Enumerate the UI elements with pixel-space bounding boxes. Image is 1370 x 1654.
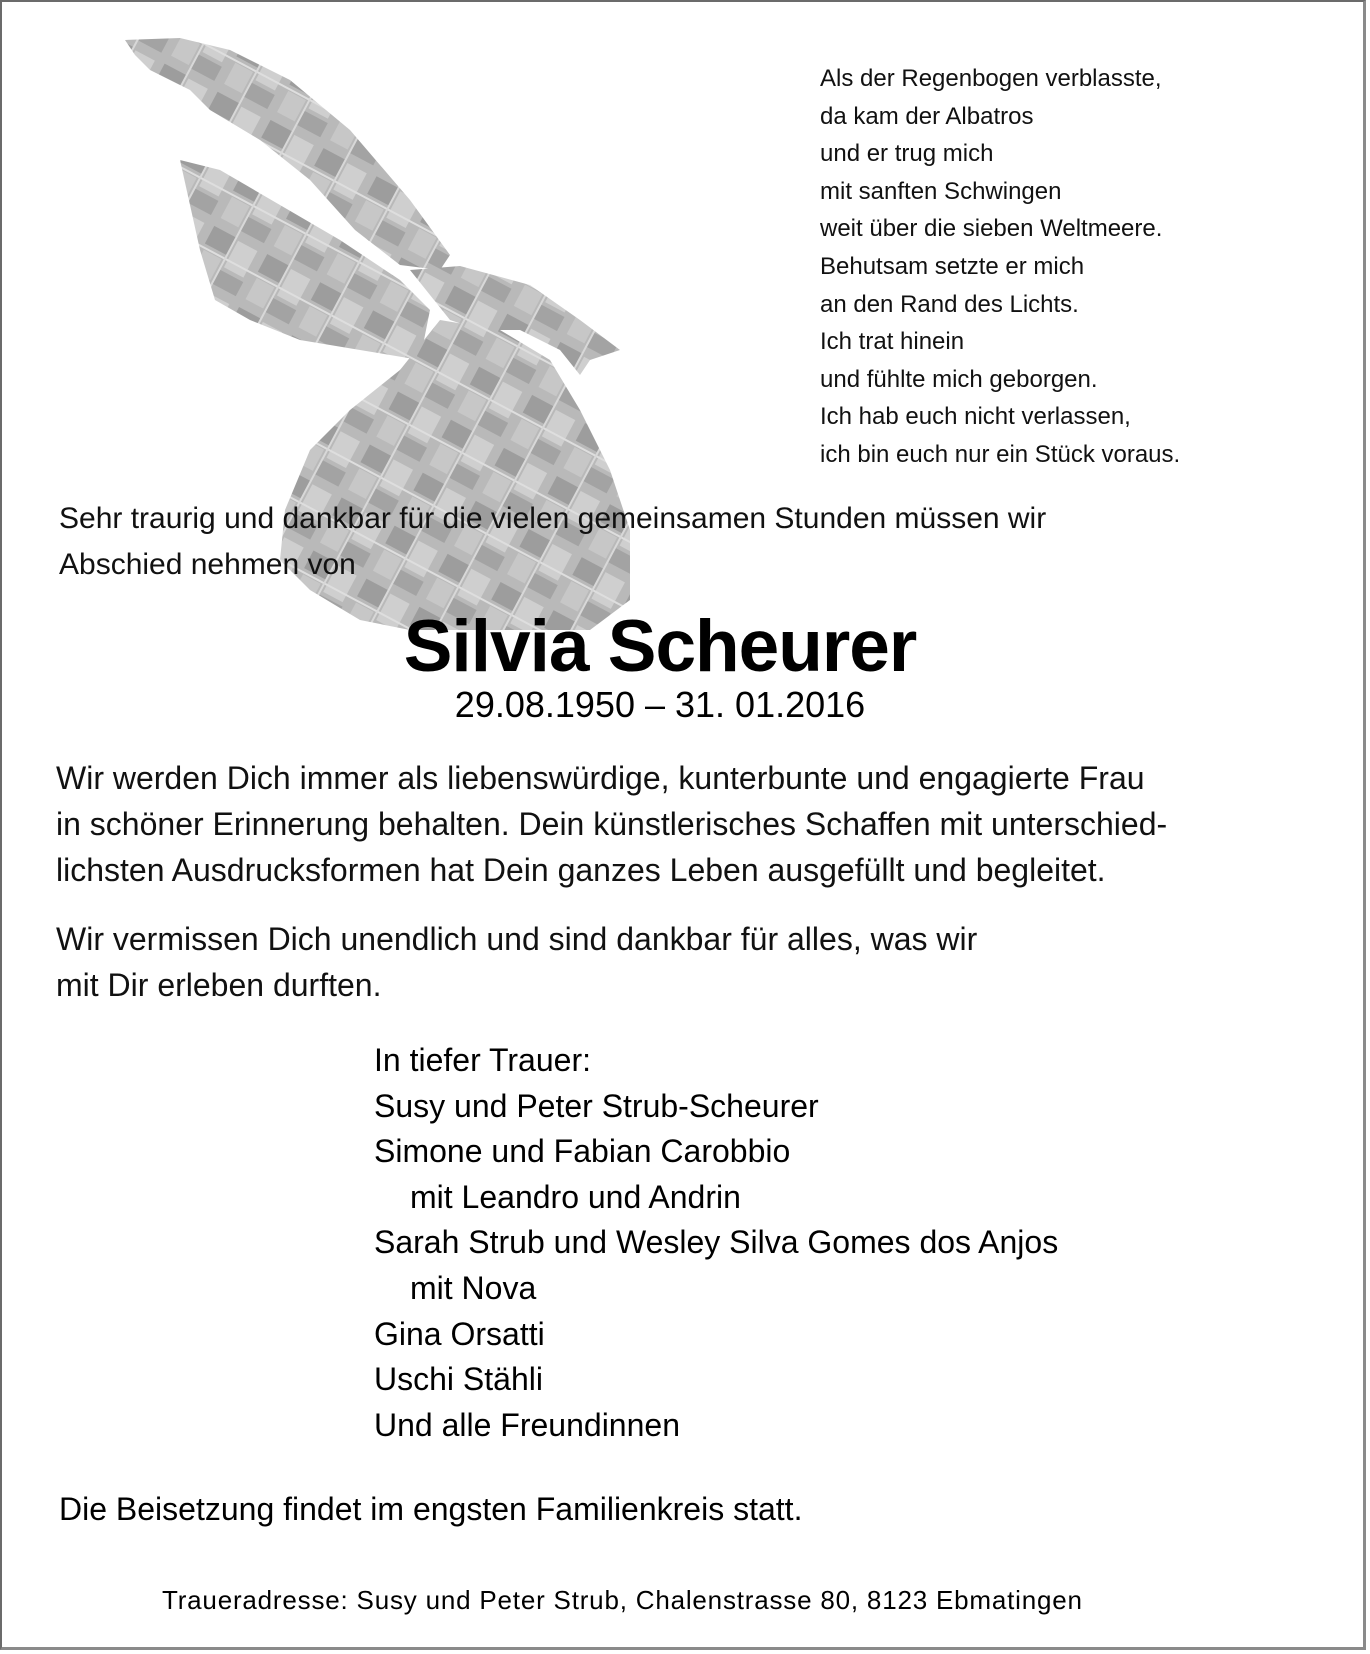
tribute-line: Wir werden Dich immer als liebenswürdige, kunterbunte und engagierte Frau xyxy=(56,760,1145,796)
intro-line: Sehr traurig und dankbar für die vielen gemeinsamen Stunden müssen wir xyxy=(59,502,1047,535)
intro-line: Abschied nehmen von xyxy=(59,548,356,581)
poem xyxy=(820,60,1180,474)
mourner-entry-children: mit Leandro und Andrin xyxy=(410,1178,741,1215)
poem-line: ich bin euch nur ein Stück voraus. xyxy=(820,440,1181,468)
tribute-line: lichsten Ausdrucksformen hat Dein ganzes Leben ausgefüllt und begleitet. xyxy=(56,852,1106,888)
life-dates: 29.08.1950 – 31. 01.2016 xyxy=(454,684,866,725)
poem-line: und fühlte mich geborgen. xyxy=(820,365,1098,393)
poem-line: Ich trat hinein xyxy=(820,328,965,356)
poem-line: Als der Regenbogen verblasste, xyxy=(820,65,1162,92)
tribute-line: Wir vermissen Dich unendlich und sind dankbar für alles, was wir xyxy=(56,921,978,957)
mourners-list xyxy=(374,1038,1058,1448)
poem-line: weit über die sieben Weltmeere. xyxy=(820,215,1163,243)
tribute-line: mit Dir erleben durften. xyxy=(56,967,382,1003)
poem-line: Ich hab euch nicht verlassen, xyxy=(820,403,1131,431)
poem-line: an den Rand des Lichts. xyxy=(820,290,1079,318)
mourner-entry: Susy und Peter Strub-Scheurer xyxy=(374,1087,819,1124)
mourner-entry: Und alle Freundinnen xyxy=(374,1406,680,1443)
mourner-entry: Uschi Stähli xyxy=(374,1361,543,1398)
poem-line: und er trug mich xyxy=(820,140,994,168)
burial-note: Die Beisetzung findet im engsten Familienkreis statt. xyxy=(59,1491,803,1527)
mourning-address: Traueradresse: Susy und Peter Strub, Chalenstrasse 80, 8123 Ebmatingen xyxy=(162,1585,1083,1615)
deceased-name: Silvia Scheurer xyxy=(403,606,917,687)
mourner-entry: Simone und Fabian Carobbio xyxy=(374,1133,791,1170)
poem-line: da kam der Albatros xyxy=(820,102,1034,130)
mourners-heading: In tiefer Trauer: xyxy=(374,1042,591,1078)
tribute-paragraph-2 xyxy=(56,916,977,1008)
poem-line: mit sanften Schwingen xyxy=(820,177,1062,205)
poem-line: Behutsam setzte er mich xyxy=(820,252,1085,280)
tribute-line: in schöner Erinnerung behalten. Dein künstlerisches Schaffen mit unterschied- xyxy=(56,806,1168,842)
tribute-paragraph-1 xyxy=(56,755,1167,893)
mourner-entry-children: mit Nova xyxy=(410,1269,537,1306)
mourner-entry: Sarah Strub und Wesley Silva Gomes dos Anjos xyxy=(374,1224,1059,1261)
mourner-entry: Gina Orsatti xyxy=(374,1315,545,1352)
intro-text xyxy=(59,496,1046,588)
